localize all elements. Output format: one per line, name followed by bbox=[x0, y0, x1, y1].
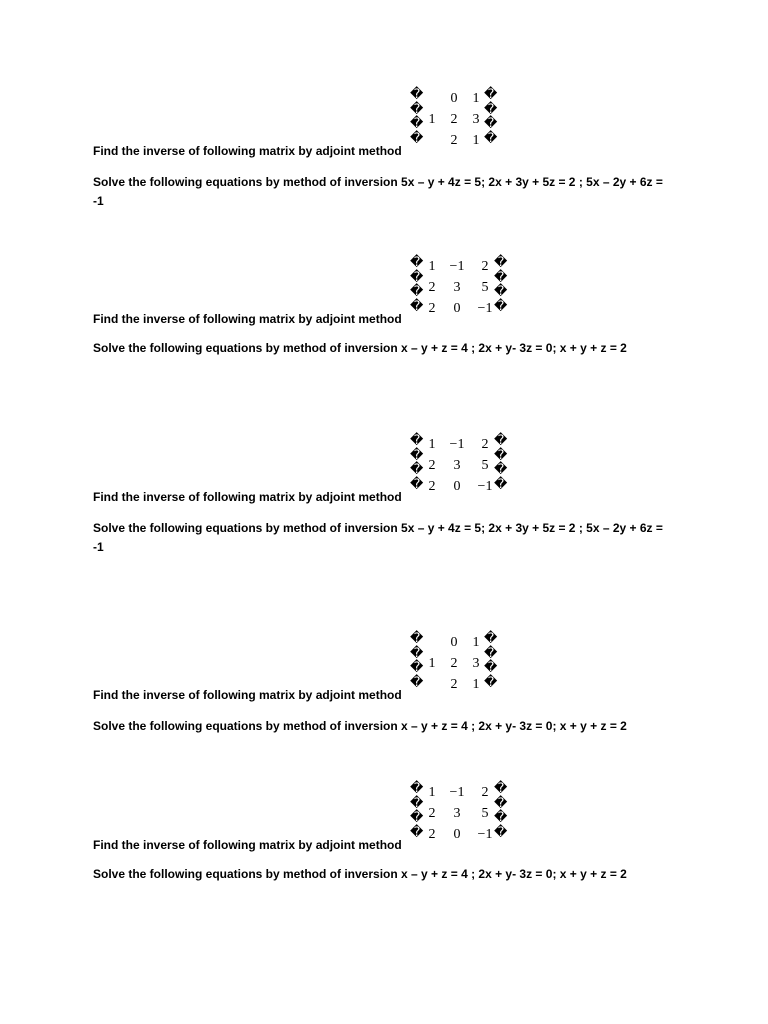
matrix-cell: −1 bbox=[449, 259, 465, 274]
matrix bbox=[410, 632, 506, 696]
matrix-cell: 2 bbox=[450, 112, 458, 127]
matrix-cell: 1 bbox=[472, 91, 480, 106]
matrix-cell: 3 bbox=[472, 112, 480, 127]
matrix-cell: −1 bbox=[477, 827, 493, 842]
matrix-cell: 1 bbox=[472, 635, 480, 650]
find-inverse-text: Find the inverse of following matrix by adjoint method bbox=[93, 312, 402, 326]
find-inverse-text: Find the inverse of following matrix by adjoint method bbox=[93, 490, 402, 504]
matrix-row bbox=[420, 256, 500, 278]
matrix-cell: 2 bbox=[428, 827, 436, 842]
matrix-cell: 3 bbox=[472, 656, 480, 671]
matrix-cell: 3 bbox=[453, 458, 461, 473]
matrix-cell: 2 bbox=[450, 656, 458, 671]
matrix-cell: 0 bbox=[450, 91, 458, 106]
right-bracket: � � � � bbox=[494, 255, 508, 314]
matrix bbox=[410, 782, 506, 846]
matrix-cell: 1 bbox=[428, 259, 436, 274]
matrix-row bbox=[420, 476, 500, 498]
matrix-cell: 0 bbox=[453, 301, 461, 316]
matrix-cell: 2 bbox=[450, 677, 458, 692]
find-inverse-text: Find the inverse of following matrix by adjoint method bbox=[93, 688, 402, 702]
left-bracket: � � � � bbox=[410, 433, 424, 492]
matrix-cell: −1 bbox=[449, 437, 465, 452]
right-bracket: � � � � bbox=[484, 631, 498, 690]
solve-equations-text: Solve the following equations by method of inversion 5x – y + 4z = 5; 2x + 3y + 5z = 2 ; 5x – 2y + 6z = -1 bbox=[93, 521, 663, 554]
matrix-cell: −1 bbox=[449, 785, 465, 800]
matrix-cell: 5 bbox=[481, 806, 489, 821]
right-bracket: � � � � bbox=[484, 87, 498, 146]
matrix-cell: 2 bbox=[428, 806, 436, 821]
matrix-cell: 2 bbox=[481, 785, 489, 800]
matrix-cell: 1 bbox=[428, 437, 436, 452]
solve-equations-text: Solve the following equations by method of inversion x – y + z = 4 ; 2x + y- 3z = 0; x + y + z = 2 bbox=[93, 341, 627, 355]
matrix-cell: 2 bbox=[428, 280, 436, 295]
matrix-cell: 1 bbox=[428, 112, 436, 127]
matrix-cell: 1 bbox=[472, 677, 480, 692]
left-bracket: � � � � bbox=[410, 781, 424, 840]
matrix-cell: 3 bbox=[453, 280, 461, 295]
matrix-row bbox=[420, 824, 500, 846]
matrix-cell: 1 bbox=[472, 133, 480, 148]
matrix-cell: 2 bbox=[450, 133, 458, 148]
matrix-row bbox=[420, 298, 500, 320]
matrix-cell: 1 bbox=[428, 785, 436, 800]
matrix-row bbox=[420, 277, 500, 299]
matrix bbox=[410, 88, 506, 152]
find-inverse-text: Find the inverse of following matrix by adjoint method bbox=[93, 144, 402, 158]
matrix-cell: −1 bbox=[477, 301, 493, 316]
solve-equations-text: Solve the following equations by method of inversion x – y + z = 4 ; 2x + y- 3z = 0; x + y + z = 2 bbox=[93, 867, 627, 881]
matrix-cell: 2 bbox=[428, 458, 436, 473]
matrix bbox=[410, 434, 506, 498]
matrix-row bbox=[420, 434, 500, 456]
left-bracket: � � � � bbox=[410, 87, 424, 146]
matrix-cell: 1 bbox=[428, 656, 436, 671]
matrix-cell: 2 bbox=[481, 437, 489, 452]
right-bracket: � � � � bbox=[494, 433, 508, 492]
find-inverse-text: Find the inverse of following matrix by adjoint method bbox=[93, 838, 402, 852]
matrix bbox=[410, 256, 506, 320]
matrix-cell: 2 bbox=[428, 301, 436, 316]
matrix-cell: 0 bbox=[453, 479, 461, 494]
matrix-cell: 5 bbox=[481, 280, 489, 295]
matrix-cell: 0 bbox=[453, 827, 461, 842]
left-bracket: � � � � bbox=[410, 255, 424, 314]
right-bracket: � � � � bbox=[494, 781, 508, 840]
matrix-cell: 3 bbox=[453, 806, 461, 821]
matrix-cell: 2 bbox=[481, 259, 489, 274]
matrix-row bbox=[420, 803, 500, 825]
matrix-cell: 0 bbox=[450, 635, 458, 650]
matrix-row bbox=[420, 455, 500, 477]
left-bracket: � � � � bbox=[410, 631, 424, 690]
matrix-cell: 5 bbox=[481, 458, 489, 473]
matrix-cell: −1 bbox=[477, 479, 493, 494]
solve-equations-text: Solve the following equations by method of inversion 5x – y + 4z = 5; 2x + 3y + 5z = 2 ; 5x – 2y + 6z = -1 bbox=[93, 175, 663, 208]
matrix-row bbox=[420, 782, 500, 804]
solve-equations-text: Solve the following equations by method of inversion x – y + z = 4 ; 2x + y- 3z = 0; x + y + z = 2 bbox=[93, 719, 627, 733]
matrix-cell: 2 bbox=[428, 479, 436, 494]
